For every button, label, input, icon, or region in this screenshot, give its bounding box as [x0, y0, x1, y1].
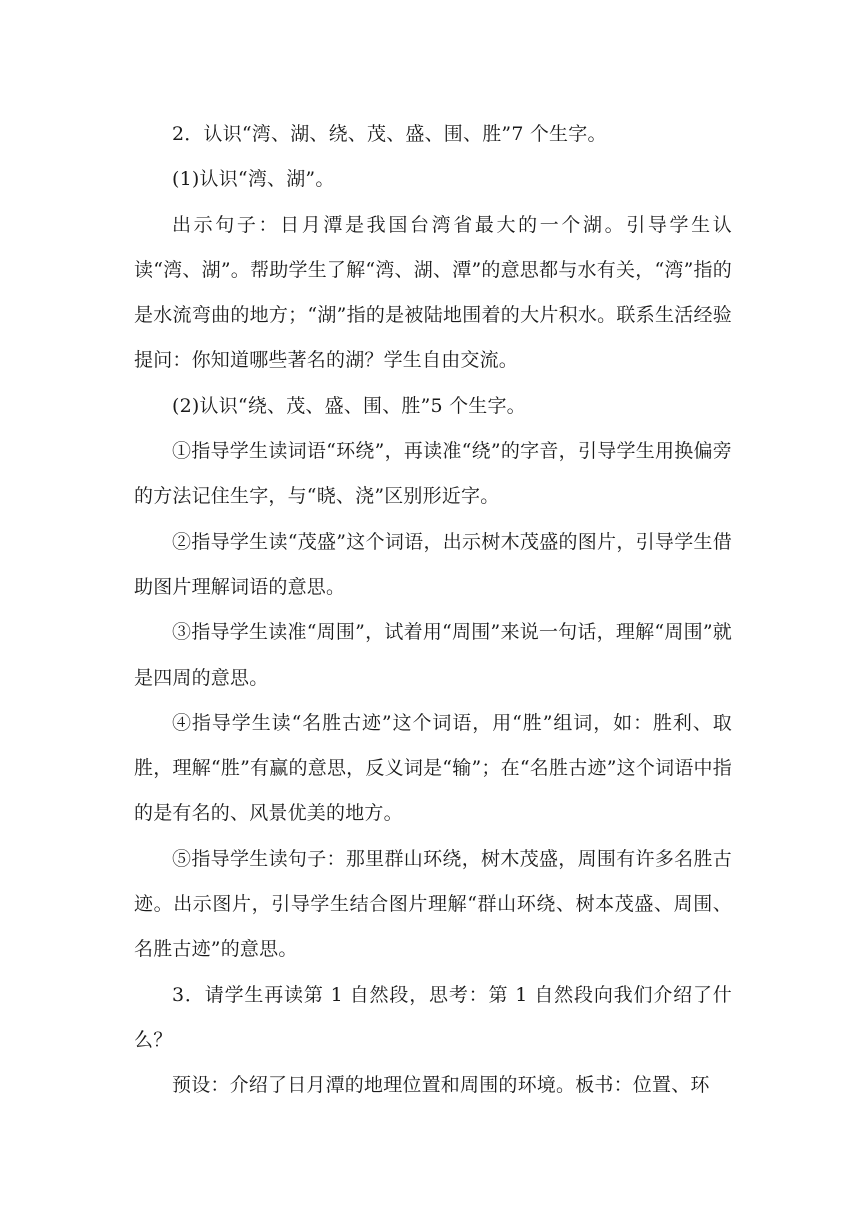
paragraph-substep-2-heading: (2)认识“绕、茂、盛、围、胜”5 个生字。 — [172, 394, 526, 417]
paragraph-item-1: ①指导学生读词语“环绕”，再读准“绕”的字音，引导学生用换偏旁的方法记住生字，与“晓、浇”区别形近字。 — [134, 440, 732, 508]
paragraph-preset-answer: 预设：介绍了日月潭的地理位置和周围的环境。板书：位置、环 — [172, 1074, 710, 1097]
paragraph-item-2: ②指导学生读“茂盛”这个词语，出示树木茂盛的图片，引导学生借助图片理解词语的意思。 — [134, 530, 732, 598]
paragraph-item-3: ③指导学生读准“周围”，试着用“周围”来说一句话，理解“周围”就是四周的意思。 — [134, 621, 732, 689]
paragraph-show-sentence: 出示句子：日月潭是我国台湾省最大的一个湖。引导学生认读“湾、湖”。帮助学生了解“湾、湖、潭”的意思都与水有关，“湾”指的是水流弯曲的地方；“湖”指的是被陆地围着的大片积水。联系生活经验提问：你知道哪些著名的湖？学生自由交流。 — [134, 213, 732, 372]
paragraph-item-4: ④指导学生读“名胜古迹”这个词语，用“胜”组词，如：胜利、取胜，理解“胜”有赢的意思，反义词是“输”；在“名胜古迹”这个词语中指的是有名的、风景优美的地方。 — [134, 711, 732, 825]
paragraph-step-3: 3．请学生再读第 1 自然段，思考：第 1 自然段向我们介绍了什么？ — [134, 983, 732, 1051]
paragraph-item-5: ⑤指导学生读句子：那里群山环绕，树木茂盛，周围有许多名胜古迹。出示图片，引导学生结合图片理解“群山环绕、树本茂盛、周围、名胜古迹”的意思。 — [134, 847, 732, 961]
paragraph-step-2-heading: 2．认识“湾、湖、绕、茂、盛、围、胜”7 个生字。 — [172, 123, 607, 145]
paragraph-substep-1-heading: (1)认识“湾、湖”。 — [172, 168, 335, 191]
document-body — [134, 112, 732, 1109]
